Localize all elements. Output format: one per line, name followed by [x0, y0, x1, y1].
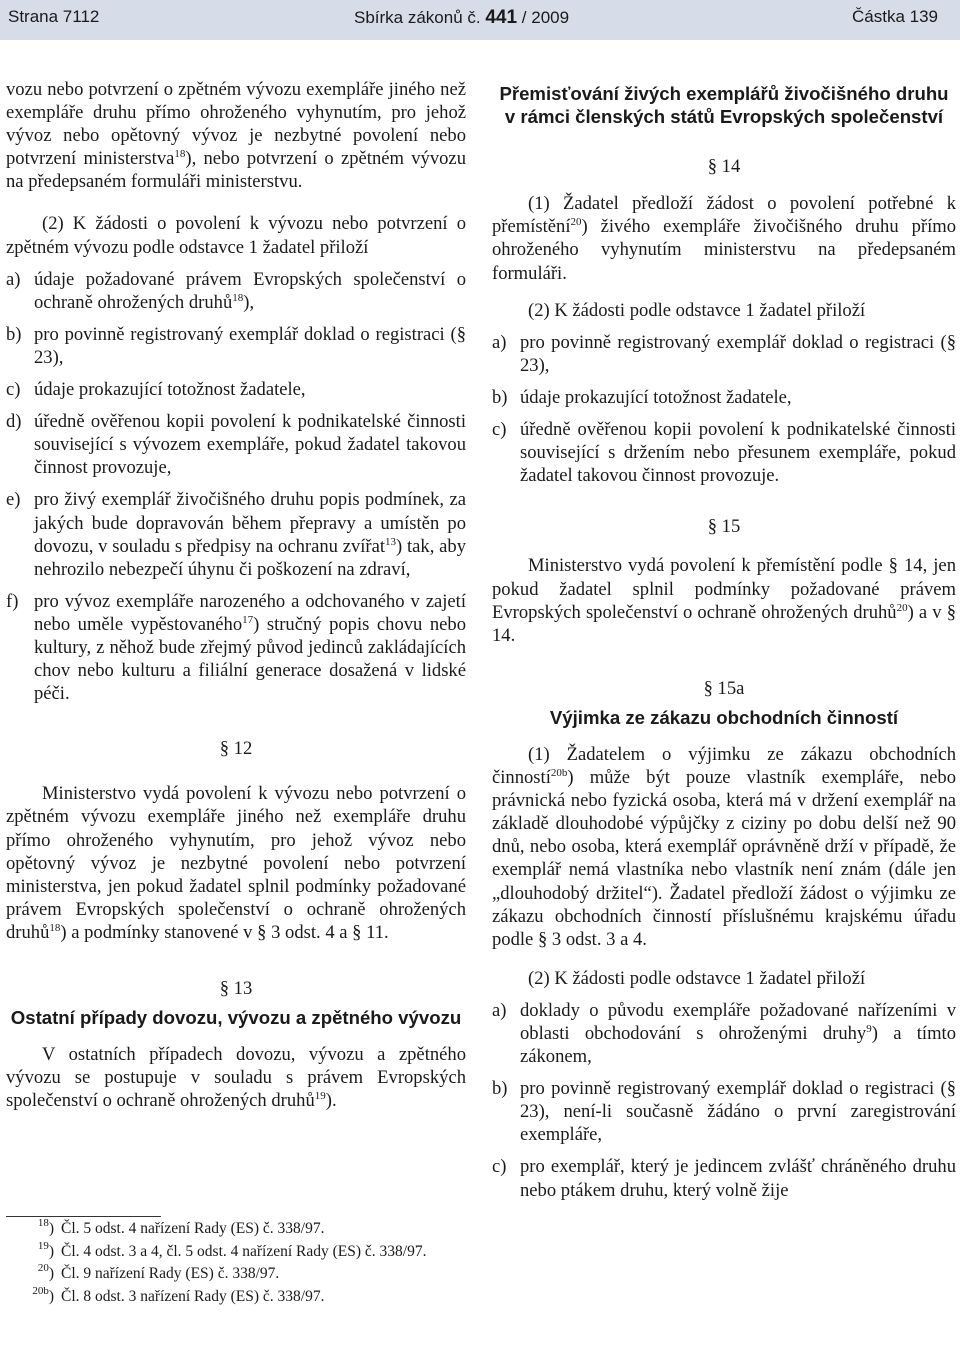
footnote-text: Čl. 4 odst. 3 a 4, čl. 5 odst. 4 nařízení Rady (ES) č. 338/97.: [61, 1242, 427, 1260]
section-15-heading: § 15: [707, 516, 741, 538]
footnote-text: Čl. 8 odst. 3 nařízení Rady (ES) č. 338/97.: [61, 1287, 325, 1305]
item-label: f): [6, 590, 19, 612]
text: ) tak, aby nehrozilo nebezpečí úhynu či poškození na zdraví,: [34, 535, 466, 580]
list-item: [6, 488, 466, 580]
section-15a-heading: § 15a: [703, 677, 745, 699]
text: ),: [243, 291, 255, 313]
text: ).: [325, 1090, 337, 1112]
section-13-title: Ostatní případy dovozu, vývozu a zpětného vývozu: [10, 1007, 462, 1029]
section-12-text: [6, 782, 466, 944]
list-item: [6, 268, 466, 314]
text: pro exemplář, který je jedincem zvlášť chráněného druhu nebo ptákem druhu, který volně žije: [520, 1156, 956, 1201]
text: údaje požadované právem Evropských společenství o ochraně ohrožených druhů: [34, 268, 466, 313]
collection-prefix: Sbírka zákonů č.: [354, 8, 481, 27]
list-item: [6, 378, 466, 401]
right-column: [492, 78, 956, 1202]
footnote-ref: 18: [232, 291, 244, 304]
text: ) a podmínky stanovené v § 3 odst. 4 a § 11.: [60, 921, 389, 943]
footnote: [0, 1263, 960, 1286]
item-label: b): [492, 386, 508, 408]
list-item: [492, 999, 956, 1068]
text: pro vývoz exempláře narozeného a odchovaného v zajetí nebo uměle vypěstovaného: [34, 590, 466, 635]
paragraph-2: (2) K žádosti o povolení k vývozu nebo potvrzení o zpětném vývozu podle odstavce 1 žadatel přiloží: [6, 213, 466, 258]
item-label: b): [6, 323, 22, 345]
section-15a-title: Výjimka ze zákazu obchodních činností: [549, 706, 899, 728]
item-label: a): [492, 331, 507, 353]
text: pro povinně registrovaný exemplář doklad o registraci (§ 23),: [34, 323, 466, 368]
section-14-paragraph-1: [492, 192, 956, 284]
footnote-number: 20b: [32, 1284, 49, 1297]
list-item: [492, 386, 956, 409]
item-label: c): [6, 379, 21, 401]
footnote-mark: $^{18}$): [37, 1217, 54, 1237]
list-item: [492, 1077, 956, 1146]
section-14-heading: § 14: [707, 156, 741, 178]
page-header: [0, 0, 960, 40]
footnote-ref: 18: [49, 921, 61, 934]
text: vozu nebo potvrzení o zpětném vývozu exempláře jiného než exempláře druhu přímo ohroženého vyhynutím, pro jehož vývoz nebo opětovný vývoz je nezbytné povolení nebo potvrzení ministerstva: [6, 79, 466, 170]
law-year: / 2009: [521, 8, 570, 27]
text: ) může být pouze vlastník exempláře, nebo právnická nebo fyzická osoba, která má v držení exemplář na základě dlouhodobé výpůjčky z ciziny po dobu delší než 90 dnů, nebo osoba, která exemplář oprávněně drží v případě, že exemplář nemá vlastníka nebo vlastník není znám (dále jen „dlouhodobý držitel“). Žadatel předloží žádost o výjimku ze zákazu obchodních činností příslušnému krajskému úřadu podle § 3 odst. 3 a 4.: [492, 767, 956, 950]
footnote-number: 19: [37, 1239, 49, 1252]
text: ) a v § 14.: [492, 601, 956, 646]
item-label: e): [6, 489, 21, 511]
part-title: Přemisťování živých exemplářů živočišného druhu v rámci členských států Evropských společenství: [499, 83, 949, 128]
footnote-ref: 20b: [550, 767, 568, 780]
paragraph-continuation: [6, 78, 466, 193]
list-item: [492, 331, 956, 377]
text: Ministerstvo vydá povolení k přemístění podle § 14, jen pokud žadatel splnil podmínky požadované právem Evropských společenství o ochraně ohrožených druhů: [492, 555, 956, 623]
list-item: [492, 1155, 956, 1201]
collection-title: [354, 7, 569, 29]
footnote-mark: $^{20b}$): [32, 1284, 54, 1305]
text: (1) Žadatel předloží žádost o povolení potřebné k přemístění: [492, 193, 956, 238]
footnote-ref: 19: [314, 1090, 326, 1103]
text: ) a tímto zákonem,: [520, 1023, 956, 1068]
section-14-paragraph-2: (2) K žádosti podle odstavce 1 žadatel přiloží: [528, 299, 866, 321]
footnote-ref: 9: [866, 1023, 872, 1035]
text: pro povinně registrovaný exemplář doklad o registraci (§ 23), není-li současně žádáno o první zaregistrování exempláře,: [520, 1078, 956, 1146]
text: úředně ověřenou kopii povolení k podnikatelské činnosti související s vývozem exempláře, pokud žadatel takovou činnost provozuje,: [34, 411, 466, 479]
text: údaje prokazující totožnost žadatele,: [34, 379, 306, 401]
text: V ostatních případech dovozu, vývozu a zpětného vývozu se postupuje v souladu s právem Evropských společenství o ochraně ohrožených druhů: [6, 1044, 466, 1112]
footnote-ref: 20: [570, 216, 582, 229]
text: úředně ověřenou kopii povolení k podnikatelské činnosti související s držením nebo přesunem exempláře, pokud žadatel takovou činnost provozuje.: [520, 419, 956, 487]
section-13-heading: § 13: [219, 978, 253, 999]
item-label: a): [6, 268, 21, 290]
left-column: [6, 78, 466, 1112]
text: ), nebo potvrzení o zpětném vývozu na předepsaném formuláři ministerstvu.: [6, 148, 466, 193]
item-label: a): [492, 999, 507, 1021]
text: údaje prokazující totožnost žadatele,: [520, 386, 792, 408]
list-item: [6, 323, 466, 369]
list-item: [6, 590, 466, 705]
footnote-text: Čl. 5 odst. 4 nařízení Rady (ES) č. 338/97.: [61, 1220, 325, 1237]
text: (1) Žadatelem o výjimku ze zákazu obchodních činností: [492, 743, 956, 789]
item-label: b): [492, 1078, 508, 1100]
text: pro živý exemplář živočišného druhu popis podmínek, za jakých bude dopravován během přepravy a umístěn po dovozu, v souladu s předpisy na ochranu zvířat: [34, 489, 466, 557]
footnote-mark: $^{20}$): [37, 1262, 54, 1282]
page-number: Strana 7112: [8, 7, 100, 26]
section-15-text: [492, 554, 956, 646]
part-number: Částka 139: [852, 7, 938, 26]
section-15a-paragraph-2: (2) K žádosti podle odstavce 1 žadatel přiloží: [528, 967, 866, 989]
footnote-ref: 20: [896, 601, 908, 614]
section-13-text: [6, 1043, 466, 1112]
section-15a-paragraph-1: [492, 743, 956, 951]
item-label: d): [6, 411, 22, 433]
footnote-ref: 13: [385, 535, 397, 548]
text: ) živého exempláře živočišného druhu přímo ohroženého vyhynutím ministerstvu na předepsaném formuláři.: [492, 216, 956, 284]
footnote-ref: 17: [242, 613, 254, 626]
list-item: [6, 410, 466, 479]
footnote-ref: 18: [174, 148, 186, 161]
footnote-mark: $^{19}$): [37, 1239, 54, 1260]
item-label: c): [492, 419, 507, 441]
list-item: [492, 418, 956, 487]
item-label: c): [492, 1156, 507, 1178]
footnote: [0, 1218, 960, 1241]
law-number: 441: [485, 7, 518, 28]
footnotes: [0, 1218, 960, 1308]
footnote: [0, 1286, 960, 1309]
footnote: [0, 1241, 960, 1264]
footnote-text: Čl. 9 nařízení Rady (ES) č. 338/97.: [61, 1265, 280, 1282]
text: pro povinně registrovaný exemplář doklad o registraci (§ 23),: [520, 331, 956, 376]
footnote-number: 18: [37, 1217, 49, 1229]
section-12-heading: § 12: [219, 738, 253, 760]
text: Ministerstvo vydá povolení k vývozu nebo potvrzení o zpětném vývozu exempláře jiného než exempláře druhu přímo ohroženého vyhynutím, pro jehož vývoz nebo opětovný vývoz je nezbytné povolení nebo potvrzení ministerstva, jen pokud žadatel splnil podmínky požadované právem Evropských společenství o ochraně ohrožených druhů: [6, 783, 466, 943]
text: doklady o původu exempláře požadované nařízeními v oblasti obchodování s ohroženými druhy: [520, 999, 956, 1044]
footnote-divider: [6, 1216, 161, 1217]
text: ) stručný popis chovu nebo kultury, z něhož bude zřejmý původ jedinců zakládajících chov nebo kulturu a filiální generace dosažená v lidské péči.: [34, 613, 466, 705]
footnote-number: 20: [37, 1262, 49, 1274]
